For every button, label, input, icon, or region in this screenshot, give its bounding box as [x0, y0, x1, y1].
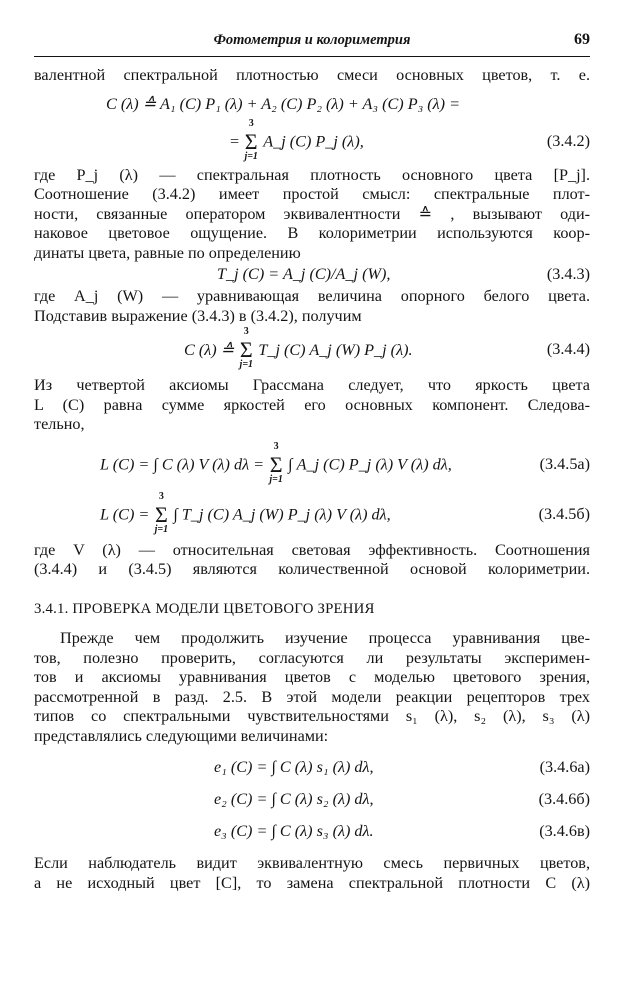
sum-lower-limit: j=1 [239, 359, 254, 371]
para2-line: Соотношение (3.4.2) имеет простой смысл: спектральные плот- [34, 185, 590, 203]
equation-3-4-6c [34, 820, 590, 852]
equation-number: (3.4.6а) [539, 758, 590, 776]
para6-line: Прежде чем продолжить изучение процесса уравнивания цве- [60, 629, 590, 647]
equation-number: (3.4.5б) [538, 504, 590, 523]
equation-expression: e₃ (C) = ∫ C (λ) s₃ (λ) dλ. [214, 822, 374, 840]
sum-upper-limit: 3 [248, 117, 254, 129]
equation-expression [230, 117, 364, 162]
para3-line: где A_j (W) — уравнивающая величина опорного белого цвета. [34, 287, 590, 305]
para4-line: L (C) равна сумме яркостей его основных компонент. Следова- [34, 395, 590, 414]
sum-lower-limit: j=1 [244, 150, 258, 162]
sum-sign: 3 Σ j=1 [153, 505, 169, 527]
para6-line: тов, полезно проверить, согласуются ли результаты эксперимен- [34, 648, 590, 667]
para2-line: ности, связанные оператором эквивалентности ≙ , вызывают оди- [34, 204, 590, 223]
para5-line: где V (λ) — относительная световая эффективность. Соотношения [34, 540, 590, 559]
equation-body: ∫ T_j (C) A_j (W) P_j (λ) V (λ) dλ, [173, 505, 391, 524]
para7-line: Если наблюдатель видит эквивалентную смесь первичных цветов, [34, 854, 590, 872]
equation-number: (3.4.5а) [539, 454, 590, 473]
equation-number: (3.4.4) [546, 340, 590, 358]
equation-number: (3.4.6в) [539, 822, 590, 840]
section-heading: 3.4.1. ПРОВЕРКА МОДЕЛИ ЦВЕТОВОГО ЗРЕНИЯ [34, 600, 375, 617]
equation-3-4-4 [34, 326, 590, 371]
equation-expression [100, 440, 452, 485]
sum-sign: 3 Σ j=1 [243, 132, 259, 154]
equation-3-4-2-line1 [34, 92, 590, 116]
sum-lower-limit: j=1 [154, 523, 169, 535]
para2-line: динаты цвета, равные по определению [34, 243, 301, 262]
para2-line: наковое цветовое ощущение. В колориметрии используются коор- [34, 224, 590, 242]
page-number: 69 [574, 31, 590, 48]
sum-upper-limit: 3 [243, 326, 249, 338]
equation-3-4-2-line2 [34, 117, 590, 162]
sum-upper-limit: 3 [158, 490, 164, 502]
equation-3-4-6a [34, 756, 590, 788]
equation-expression [100, 490, 391, 535]
equation-3-4-5a [34, 440, 590, 485]
equation-body: T_j (C) A_j (W) P_j (λ). [258, 341, 413, 359]
sum-upper-limit: 3 [273, 440, 279, 452]
equation-prefix: L (C) = ∫ C (λ) V (λ) dλ = [100, 455, 265, 474]
para6-line: рассмотренной в разд. 2.5. В этой модели реакции рецепторов трех [34, 687, 590, 706]
sum-sign: 3 Σ j=1 [268, 455, 284, 477]
equation-number: (3.4.2) [546, 131, 590, 150]
equation-3-4-5b [34, 490, 590, 535]
para6-line: типов со спектральными чувствительностями s₁ (λ), s₂ (λ), s₃ (λ) [34, 707, 590, 725]
book-page [34, 30, 590, 893]
equation-body: ∫ A_j (C) P_j (λ) V (λ) dλ, [288, 455, 452, 474]
equation-body: A_j (C) P_j (λ), [263, 132, 364, 151]
equation-prefix: L (C) = [100, 505, 150, 524]
equation-number: (3.4.3) [546, 265, 590, 283]
para5-line: (3.4.4) и (3.4.5) являются количественной основой колориметрии. [34, 560, 590, 578]
equation-expression: e₂ (C) = ∫ C (λ) s₂ (λ) dλ, [214, 790, 374, 808]
equation-expression: e₁ (C) = ∫ C (λ) s₁ (λ) dλ, [214, 758, 374, 776]
para4-line: Из четвертой аксиомы Грассмана следует, что яркость цвета [34, 376, 590, 394]
para6-line: представлялись следующими величинами: [34, 726, 329, 745]
para2-line: где P_j (λ) — спектральная плотность основного цвета [P_j]. [34, 165, 590, 184]
para3-line: Подставив выражение (3.4.3) в (3.4.2), получим [34, 306, 362, 325]
sum-lower-limit: j=1 [269, 473, 283, 485]
para1-line: валентной спектральной плотностью смеси основных цветов, т. е. [34, 66, 590, 84]
running-title: Фотометрия и колориметрия [213, 32, 411, 48]
equation-expression [184, 326, 413, 371]
para7-line: а не исходный цвет [C], то замена спектральной плотности C (λ) [34, 873, 590, 892]
para4-line: тельно, [34, 415, 85, 433]
sum-sign: 3 Σ j=1 [238, 340, 254, 362]
equation-expression: C (λ) ≙ A₁ (C) P₁ (λ) + A₂ (C) P₂ (λ) + A₃ (C) P₃ (λ) = [106, 94, 461, 113]
equation-expression: T_j (C) = A_j (C)/A_j (W), [217, 265, 391, 283]
equation-3-4-6b [34, 788, 590, 820]
para6-line: тов и аксиомы уравнивания цветов с моделью цветового зрения, [34, 668, 590, 686]
equals-sign: = [230, 132, 240, 151]
equation-prefix: C (λ) ≙ [184, 341, 235, 359]
equation-3-4-3 [34, 263, 590, 287]
equation-number: (3.4.6б) [538, 790, 590, 808]
running-header [34, 30, 590, 57]
